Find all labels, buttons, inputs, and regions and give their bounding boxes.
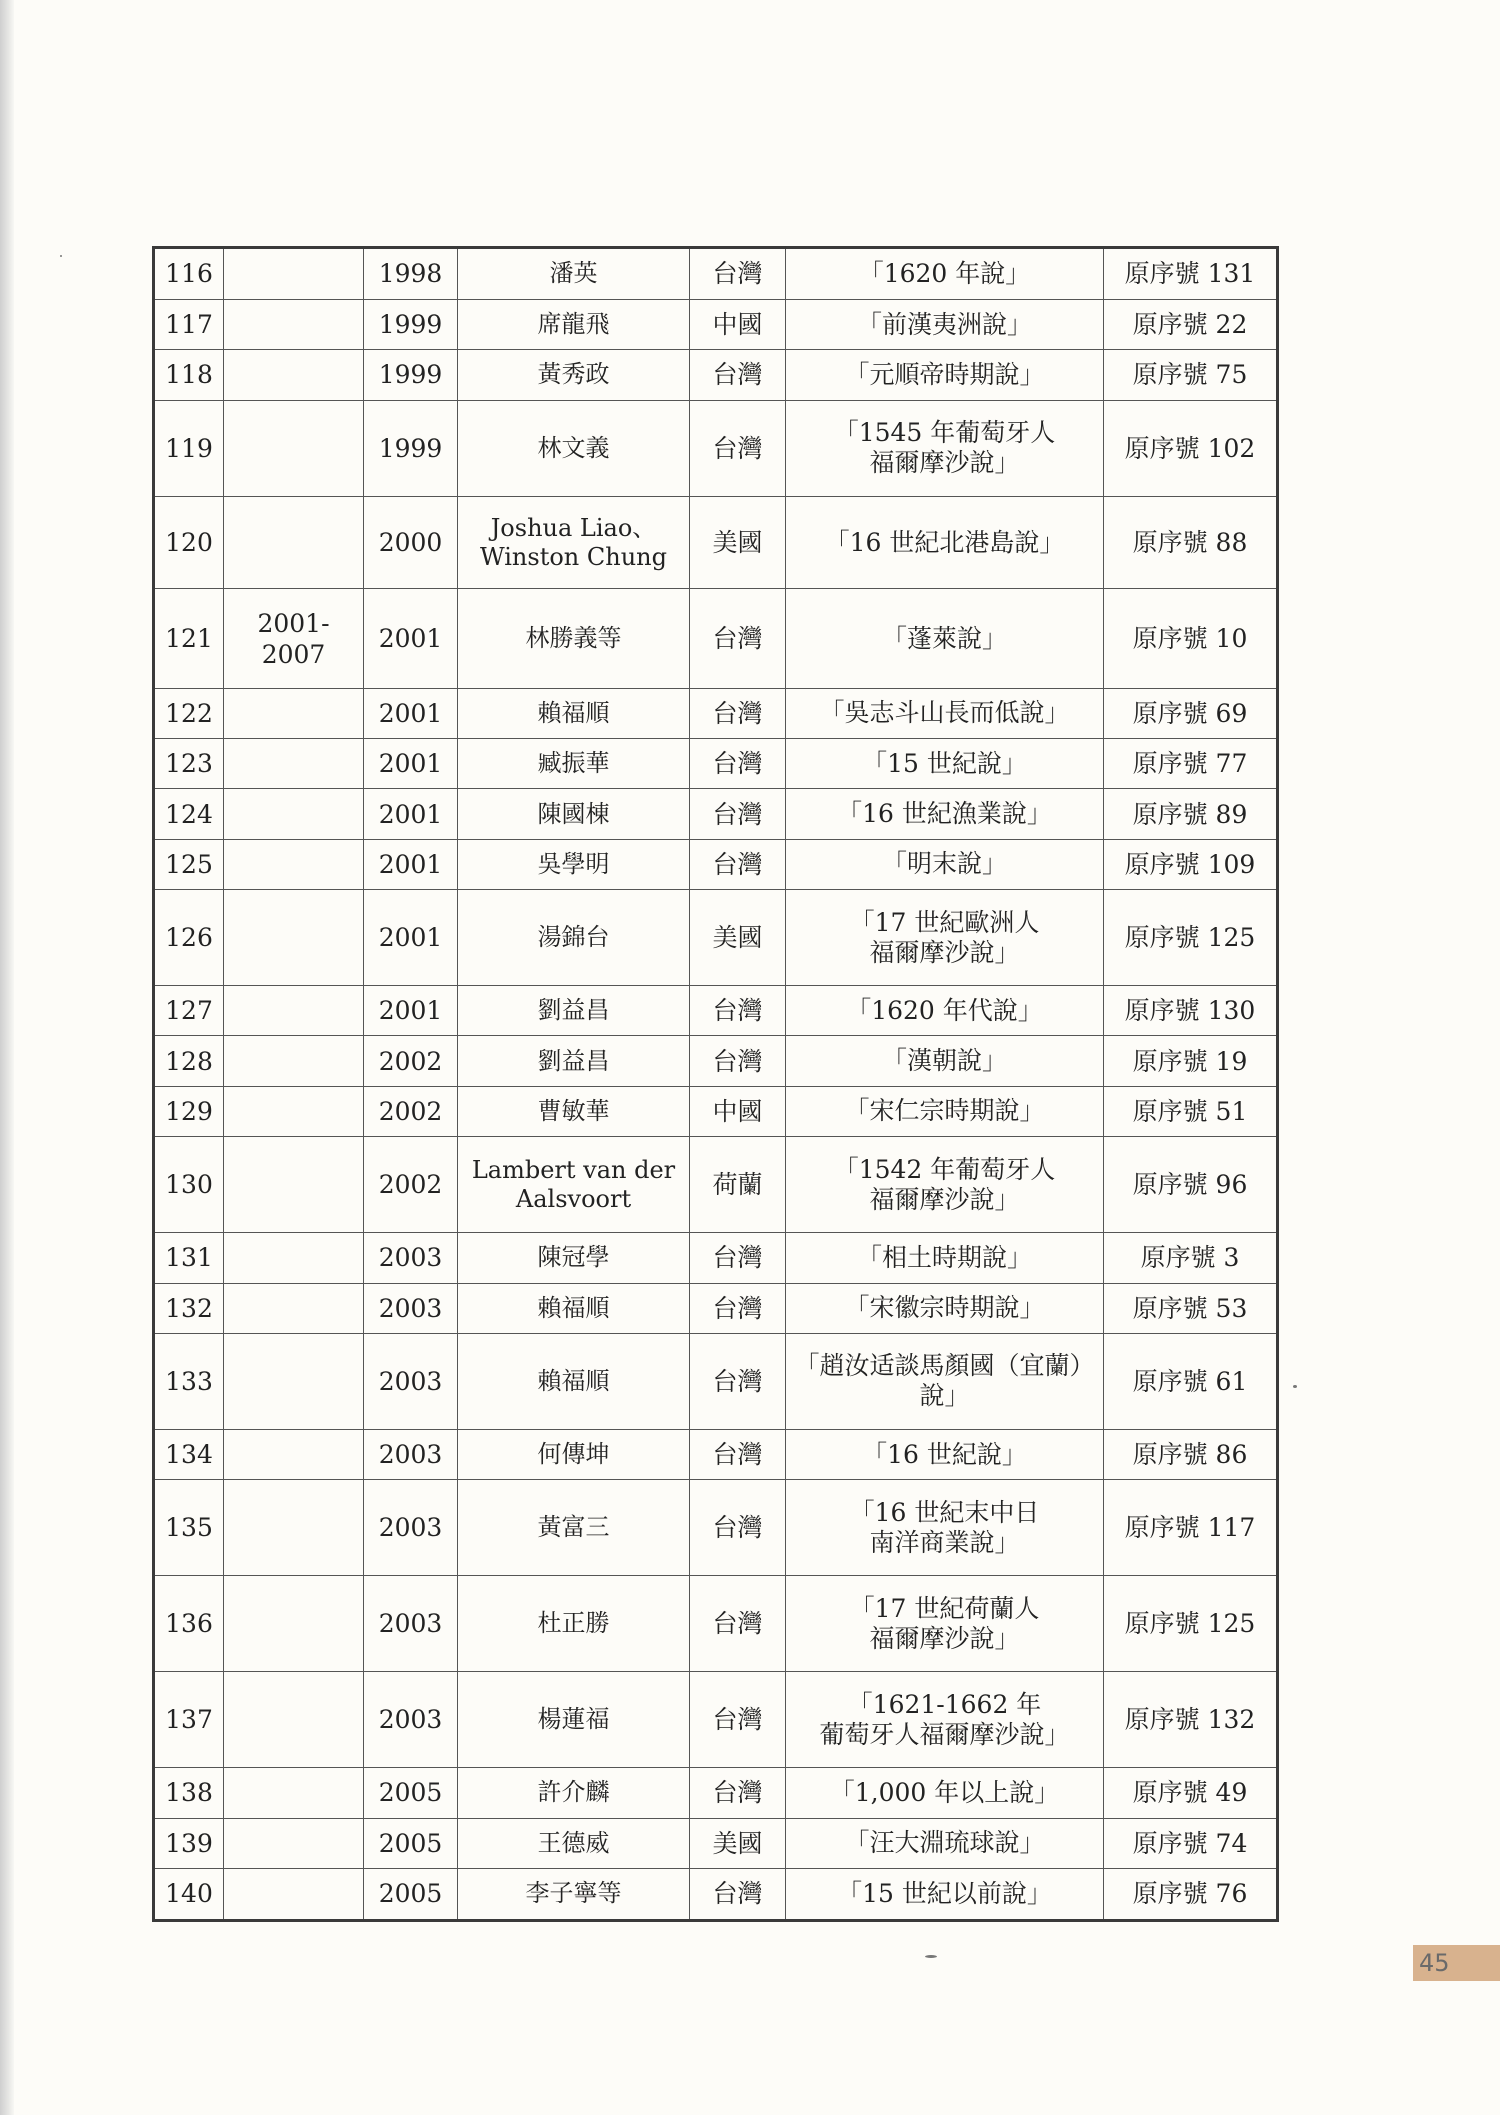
period-cell [224,1868,364,1920]
year-cell: 2001 [364,789,458,839]
author-cell: 林勝義等 [458,589,690,688]
row-number-cell: 140 [154,1868,224,1920]
document-table-area [152,246,1276,1922]
reference-cell: 原序號 61 [1104,1333,1278,1429]
year-cell: 2005 [364,1868,458,1920]
region-cell: 台灣 [690,789,786,839]
period-cell [224,1086,364,1136]
period-cell [224,299,364,349]
page-number: 45 [1413,1945,1500,1981]
year-cell: 2001 [364,890,458,986]
author-cell: 劉益昌 [458,986,690,1036]
author-cell: Joshua Liao、 Winston Chung [458,496,690,589]
author-cell: 陳國棟 [458,789,690,839]
author-cell: 杜正勝 [458,1576,690,1672]
table-row [154,400,1278,496]
reference-cell: 原序號 117 [1104,1480,1278,1576]
year-cell: 2002 [364,1137,458,1233]
author-cell: 吳學明 [458,839,690,889]
reference-cell: 原序號 125 [1104,1576,1278,1672]
row-number-cell: 137 [154,1672,224,1768]
reference-cell: 原序號 109 [1104,839,1278,889]
reference-cell: 原序號 102 [1104,400,1278,496]
year-cell: 2002 [364,1086,458,1136]
author-cell: 陳冠學 [458,1233,690,1283]
table-row [154,1818,1278,1868]
author-cell: 席龍飛 [458,299,690,349]
row-number-cell: 138 [154,1768,224,1818]
reference-cell: 原序號 76 [1104,1868,1278,1920]
theory-cell: 「相土時期說」 [786,1233,1104,1283]
period-cell [224,688,364,738]
scan-speck [60,255,62,257]
author-cell: 臧振華 [458,738,690,788]
scan-speck [1293,1385,1297,1388]
period-cell [224,496,364,589]
period-cell [224,1283,364,1333]
period-cell [224,986,364,1036]
reference-cell: 原序號 88 [1104,496,1278,589]
year-cell: 2001 [364,986,458,1036]
table-row [154,299,1278,349]
author-cell: 賴福順 [458,1333,690,1429]
theory-cell: 「漢朝說」 [786,1036,1104,1086]
reference-cell: 原序號 53 [1104,1283,1278,1333]
row-number-cell: 120 [154,496,224,589]
row-number-cell: 124 [154,789,224,839]
year-cell: 2003 [364,1283,458,1333]
author-cell: 賴福順 [458,1283,690,1333]
region-cell: 中國 [690,299,786,349]
period-cell [224,1233,364,1283]
reference-cell: 原序號 22 [1104,299,1278,349]
theory-cell: 「元順帝時期說」 [786,350,1104,400]
table-row [154,1137,1278,1233]
table-row [154,1576,1278,1672]
year-cell: 2001 [364,688,458,738]
reference-cell: 原序號 19 [1104,1036,1278,1086]
period-cell: 2001-2007 [224,589,364,688]
theory-cell: 「17 世紀歐洲人 福爾摩沙說」 [786,890,1104,986]
author-cell: 黃秀政 [458,350,690,400]
theory-cell: 「1620 年說」 [786,248,1104,300]
table-row [154,890,1278,986]
table-row [154,1036,1278,1086]
table-row [154,1333,1278,1429]
theory-cell: 「1,000 年以上說」 [786,1768,1104,1818]
row-number-cell: 136 [154,1576,224,1672]
reference-cell: 原序號 3 [1104,1233,1278,1283]
period-cell [224,1672,364,1768]
row-number-cell: 119 [154,400,224,496]
author-cell: 湯錦台 [458,890,690,986]
year-cell: 2001 [364,589,458,688]
region-cell: 台灣 [690,986,786,1036]
author-cell: 黃富三 [458,1480,690,1576]
author-cell: 王德威 [458,1818,690,1868]
page-binding-edge [0,0,14,2115]
year-cell: 2003 [364,1480,458,1576]
reference-cell: 原序號 10 [1104,589,1278,688]
period-cell [224,1768,364,1818]
reference-cell: 原序號 74 [1104,1818,1278,1868]
theory-cell: 「1542 年葡萄牙人 福爾摩沙說」 [786,1137,1104,1233]
period-cell [224,890,364,986]
period-cell [224,839,364,889]
period-cell [224,1036,364,1086]
region-cell: 台灣 [690,839,786,889]
table-row [154,589,1278,688]
region-cell: 荷蘭 [690,1137,786,1233]
table-row [154,789,1278,839]
author-cell: 賴福順 [458,688,690,738]
reference-cell: 原序號 132 [1104,1672,1278,1768]
region-cell: 台灣 [690,1233,786,1283]
year-cell: 2005 [364,1818,458,1868]
table-row [154,1868,1278,1920]
reference-cell: 原序號 86 [1104,1429,1278,1479]
reference-cell: 原序號 75 [1104,350,1278,400]
year-cell: 2003 [364,1429,458,1479]
region-cell: 台灣 [690,248,786,300]
row-number-cell: 131 [154,1233,224,1283]
theory-cell: 「1620 年代說」 [786,986,1104,1036]
reference-cell: 原序號 125 [1104,890,1278,986]
table-row [154,496,1278,589]
period-cell [224,738,364,788]
row-number-cell: 132 [154,1283,224,1333]
region-cell: 台灣 [690,1036,786,1086]
region-cell: 台灣 [690,1429,786,1479]
region-cell: 台灣 [690,1672,786,1768]
theory-cell: 「1621-1662 年 葡萄牙人福爾摩沙說」 [786,1672,1104,1768]
records-table-body [154,248,1278,1921]
row-number-cell: 121 [154,589,224,688]
period-cell [224,350,364,400]
theory-cell: 「15 世紀說」 [786,738,1104,788]
table-row [154,1480,1278,1576]
year-cell: 1998 [364,248,458,300]
row-number-cell: 134 [154,1429,224,1479]
year-cell: 2001 [364,839,458,889]
theory-cell: 「宋仁宗時期說」 [786,1086,1104,1136]
table-row [154,738,1278,788]
period-cell [224,1333,364,1429]
reference-cell: 原序號 131 [1104,248,1278,300]
region-cell: 台灣 [690,738,786,788]
author-cell: 李子寧等 [458,1868,690,1920]
theory-cell: 「16 世紀末中日 南洋商業說」 [786,1480,1104,1576]
year-cell: 2000 [364,496,458,589]
region-cell: 美國 [690,496,786,589]
region-cell: 台灣 [690,350,786,400]
year-cell: 1999 [364,350,458,400]
author-cell: Lambert van der Aalsvoort [458,1137,690,1233]
theory-cell: 「16 世紀說」 [786,1429,1104,1479]
row-number-cell: 128 [154,1036,224,1086]
row-number-cell: 130 [154,1137,224,1233]
region-cell: 台灣 [690,1868,786,1920]
row-number-cell: 125 [154,839,224,889]
row-number-cell: 129 [154,1086,224,1136]
table-row [154,1768,1278,1818]
theory-cell: 「蓬萊說」 [786,589,1104,688]
reference-cell: 原序號 89 [1104,789,1278,839]
row-number-cell: 117 [154,299,224,349]
region-cell: 台灣 [690,1768,786,1818]
row-number-cell: 118 [154,350,224,400]
table-row [154,248,1278,300]
author-cell: 何傳坤 [458,1429,690,1479]
author-cell: 許介麟 [458,1768,690,1818]
row-number-cell: 139 [154,1818,224,1868]
region-cell: 台灣 [690,1283,786,1333]
region-cell: 美國 [690,1818,786,1868]
year-cell: 2002 [364,1036,458,1086]
theory-cell: 「趙汝适談馬顏國（宜蘭） 說」 [786,1333,1104,1429]
author-cell: 曹敏華 [458,1086,690,1136]
year-cell: 2003 [364,1672,458,1768]
table-row [154,1283,1278,1333]
table-row [154,350,1278,400]
year-cell: 2003 [364,1233,458,1283]
row-number-cell: 133 [154,1333,224,1429]
row-number-cell: 126 [154,890,224,986]
theory-cell: 「宋徽宗時期說」 [786,1283,1104,1333]
theory-cell: 「16 世紀漁業說」 [786,789,1104,839]
reference-cell: 原序號 130 [1104,986,1278,1036]
theory-cell: 「吳志斗山長而低說」 [786,688,1104,738]
theory-cell: 「15 世紀以前說」 [786,1868,1104,1920]
row-number-cell: 116 [154,248,224,300]
row-number-cell: 127 [154,986,224,1036]
table-row [154,1429,1278,1479]
reference-cell: 原序號 77 [1104,738,1278,788]
period-cell [224,1429,364,1479]
author-cell: 劉益昌 [458,1036,690,1086]
table-row [154,1233,1278,1283]
region-cell: 台灣 [690,589,786,688]
period-cell [224,248,364,300]
reference-cell: 原序號 51 [1104,1086,1278,1136]
author-cell: 潘英 [458,248,690,300]
row-number-cell: 135 [154,1480,224,1576]
year-cell: 1999 [364,299,458,349]
region-cell: 美國 [690,890,786,986]
year-cell: 2001 [364,738,458,788]
period-cell [224,1480,364,1576]
year-cell: 1999 [364,400,458,496]
year-cell: 2003 [364,1333,458,1429]
region-cell: 台灣 [690,1333,786,1429]
table-row [154,986,1278,1036]
records-table [152,246,1279,1922]
period-cell [224,789,364,839]
theory-cell: 「16 世紀北港島說」 [786,496,1104,589]
year-cell: 2003 [364,1576,458,1672]
year-cell: 2005 [364,1768,458,1818]
scan-speck [925,1955,937,1958]
row-number-cell: 123 [154,738,224,788]
reference-cell: 原序號 49 [1104,1768,1278,1818]
region-cell: 台灣 [690,400,786,496]
region-cell: 台灣 [690,688,786,738]
period-cell [224,1818,364,1868]
author-cell: 楊蓮福 [458,1672,690,1768]
row-number-cell: 122 [154,688,224,738]
period-cell [224,1576,364,1672]
period-cell [224,1137,364,1233]
reference-cell: 原序號 96 [1104,1137,1278,1233]
theory-cell: 「1545 年葡萄牙人 福爾摩沙說」 [786,400,1104,496]
reference-cell: 原序號 69 [1104,688,1278,738]
table-row [154,688,1278,738]
region-cell: 台灣 [690,1480,786,1576]
table-row [154,839,1278,889]
table-row [154,1086,1278,1136]
region-cell: 台灣 [690,1576,786,1672]
period-cell [224,400,364,496]
theory-cell: 「汪大淵琉球說」 [786,1818,1104,1868]
table-row [154,1672,1278,1768]
theory-cell: 「17 世紀荷蘭人 福爾摩沙說」 [786,1576,1104,1672]
theory-cell: 「前漢夷洲說」 [786,299,1104,349]
theory-cell: 「明末說」 [786,839,1104,889]
region-cell: 中國 [690,1086,786,1136]
author-cell: 林文義 [458,400,690,496]
